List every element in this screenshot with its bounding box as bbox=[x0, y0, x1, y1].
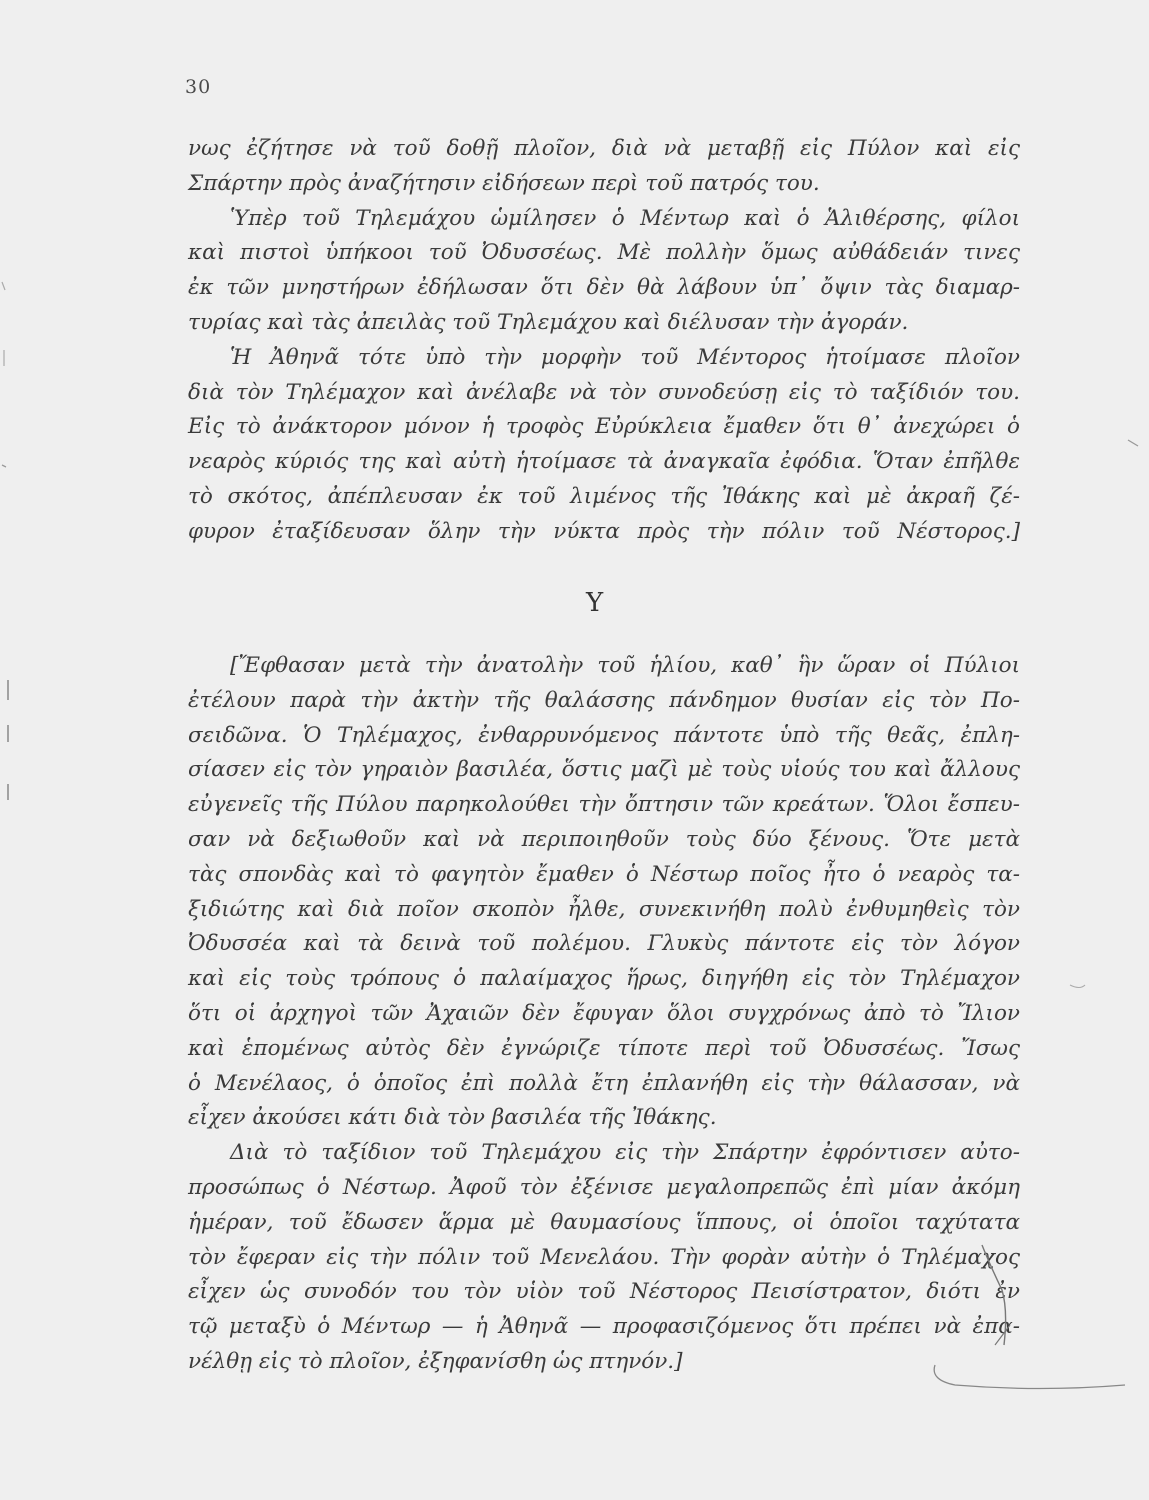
text-line: Ὑπὲρ τοῦ Τηλεμάχου ὡμίλησεν ὁ Μέντωρ καὶ ὁ Ἁλιθέρσης, φίλοι bbox=[230, 205, 1020, 231]
text-line: τὸν ἔφεραν εἰς τὴν πόλιν τοῦ Μενελάου. Τὴν φορὰν αὐτὴν ὁ Τηλέμαχος bbox=[188, 1244, 1020, 1270]
text-line: τὰς σπονδὰς καὶ τὸ φαγητὸν ἔμαθεν ὁ Νέστωρ ποῖος ἦτο ὁ νεαρὸς τα- bbox=[188, 861, 1020, 887]
page-number: 30 bbox=[185, 76, 212, 98]
text-line: εὐγενεῖς τῆς Πύλου παρηκολούθει τὴν ὄπτησιν τῶν κρεάτων. Ὅλοι ἔσπευ- bbox=[188, 792, 1020, 818]
pencil-tick-mark bbox=[1070, 985, 1085, 988]
text-line: εἶχεν ἀκούσει κάτι διὰ τὸν βασιλέα τῆς Ἰθάκης. bbox=[188, 1105, 717, 1131]
text-line: ἡμέραν, τοῦ ἔδωσεν ἅρμα μὲ θαυμασίους ἵππους, οἱ ὁποῖοι ταχύτατα bbox=[188, 1209, 1020, 1235]
text-line: Ἡ Ἀθηνᾶ τότε ὑπὸ τὴν μορφὴν τοῦ Μέντορος ἡτοίμασε πλοῖον bbox=[230, 344, 1020, 370]
text-line: [Ἔφθασαν μετὰ τὴν ἀνατολὴν τοῦ ἡλίου, καθ᾿ ἣν ὥραν οἱ Πύλιοι bbox=[230, 653, 1020, 678]
text-line: τὸ σκότος, ἀπέπλευσαν ἐκ τοῦ λιμένος τῆς Ἰθάκης καὶ μὲ ἀκραῆ ζέ- bbox=[188, 483, 1020, 509]
text-line: νέλθῃ εἰς τὸ πλοῖον, ἐξηφανίσθη ὡς πτηνόν.] bbox=[188, 1348, 683, 1374]
text-line: εἶχεν ὡς συνοδόν του τὸν υἱὸν τοῦ Νέστορος Πεισίστρατον, διότι ἐν bbox=[188, 1279, 1020, 1305]
text-line: σειδῶνα. Ὁ Τηλέμαχος, ἐνθαρρυνόμενος πάντοτε ὑπὸ τῆς θεᾶς, ἐπλη- bbox=[188, 722, 1020, 748]
text-line: ἐκ τῶν μνηστήρων ἐδήλωσαν ὅτι δὲν θὰ λάβουν ὑπ᾿ ὄψιν τὰς διαμαρ- bbox=[188, 275, 1020, 301]
pencil-tick-mark bbox=[2, 465, 6, 467]
paragraph-block-2 bbox=[188, 649, 1020, 1380]
pencil-tick-mark bbox=[1128, 440, 1138, 446]
paragraph-block-1 bbox=[188, 132, 1020, 550]
text-line: νεαρὸς κύριός της καὶ αὐτὴ ἡτοίμασε τὰ ἀναγκαῖα ἐφόδια. Ὅταν ἐπῆλθε bbox=[188, 449, 1020, 475]
text-line: διὰ τὸν Τηλέμαχον καὶ ἀνέλαβε νὰ τὸν συνοδεύσῃ εἰς τὸ ταξίδιόν του. bbox=[188, 379, 1020, 405]
text-line: τυρίας καὶ τὰς ἀπειλὰς τοῦ Τηλεμάχου καὶ διέλυσαν τὴν ἀγοράν. bbox=[188, 309, 909, 335]
text-line: Διὰ τὸ ταξίδιον τοῦ Τηλεμάχου εἰς τὴν Σπάρτην ἐφρόντισεν αὐτο- bbox=[230, 1140, 1020, 1166]
text-line: προσώπως ὁ Νέστωρ. Ἀφοῦ τὸν ἐξένισε μεγαλοπρεπῶς ἐπὶ μίαν ἀκόμη bbox=[188, 1174, 1020, 1200]
text-line: Εἰς τὸ ἀνάκτορον μόνον ἡ τροφὸς Εὐρύκλεια ἔμαθεν ὅτι θ᾿ ἀνεχώρει ὁ bbox=[188, 414, 1020, 440]
text-line: νως ἐζήτησε νὰ τοῦ δοθῇ πλοῖον, διὰ νὰ μεταβῇ εἰς Πύλον καὶ εἰς bbox=[188, 136, 1020, 161]
text-line: τῷ μεταξὺ ὁ Μέντωρ — ἡ Ἀθηνᾶ — προφασιζόμενος ὅτι πρέπει νὰ ἐπα- bbox=[188, 1314, 1020, 1340]
text-line: Ὀδυσσέα καὶ τὰ δεινὰ τοῦ πολέμου. Γλυκὺς πάντοτε εἰς τὸν λόγον bbox=[188, 931, 1020, 957]
text-line: ἐτέλουν παρὰ τὴν ἀκτὴν τῆς θαλάσσης πάνδημον θυσίαν εἰς τὸν Πο- bbox=[188, 687, 1020, 713]
text-line: καὶ εἰς τοὺς τρόπους ὁ παλαίμαχος ἥρως, διηγήθη εἰς τὸν Τηλέμαχον bbox=[188, 966, 1020, 992]
text-line: καὶ ἑπομένως αὐτὸς δὲν ἐγνώριζε τίποτε περὶ τοῦ Ὀδυσσέως. Ἴσως bbox=[188, 1035, 1020, 1061]
text-line: Σπάρτην πρὸς ἀναζήτησιν εἰδήσεων περὶ τοῦ πατρός του. bbox=[188, 170, 820, 196]
text-line: φυρον ἐταξίδευσαν ὅλην τὴν νύκτα πρὸς τὴν πόλιν τοῦ Νέστορος.] bbox=[188, 518, 1020, 544]
text-line: ὅτι οἱ ἀρχηγοὶ τῶν Ἀχαιῶν δὲν ἔφυγαν ὅλοι συγχρόνως ἀπὸ τὸ Ἴλιον bbox=[188, 1000, 1020, 1026]
pencil-tick-mark bbox=[2, 282, 5, 290]
text-line: καὶ πιστοὶ ὑπήκοοι τοῦ Ὀδυσσέως. Μὲ πολλὴν ὅμως αὐθάδειάν τινες bbox=[188, 240, 1020, 266]
text-line: ὁ Μενέλαος, ὁ ὁποῖος ἐπὶ πολλὰ ἔτη ἐπλανήθη εἰς τὴν θάλασσαν, νὰ bbox=[188, 1070, 1020, 1096]
text-line: σίασεν εἰς τὸν γηραιὸν βασιλέα, ὅστις μαζὶ μὲ τοὺς υἱούς του καὶ ἄλλους bbox=[188, 757, 1020, 783]
section-heading: Υ bbox=[586, 588, 604, 618]
text-line: ξιδιώτης καὶ διὰ ποῖον σκοπὸν ἦλθε, συνεκινήθη πολὺ ἐνθυμηθεὶς τὸν bbox=[188, 896, 1020, 922]
text-line: σαν νὰ δεξιωθοῦν καὶ νὰ περιποιηθοῦν τοὺς δύο ξένους. Ὅτε μετὰ bbox=[188, 826, 1020, 852]
